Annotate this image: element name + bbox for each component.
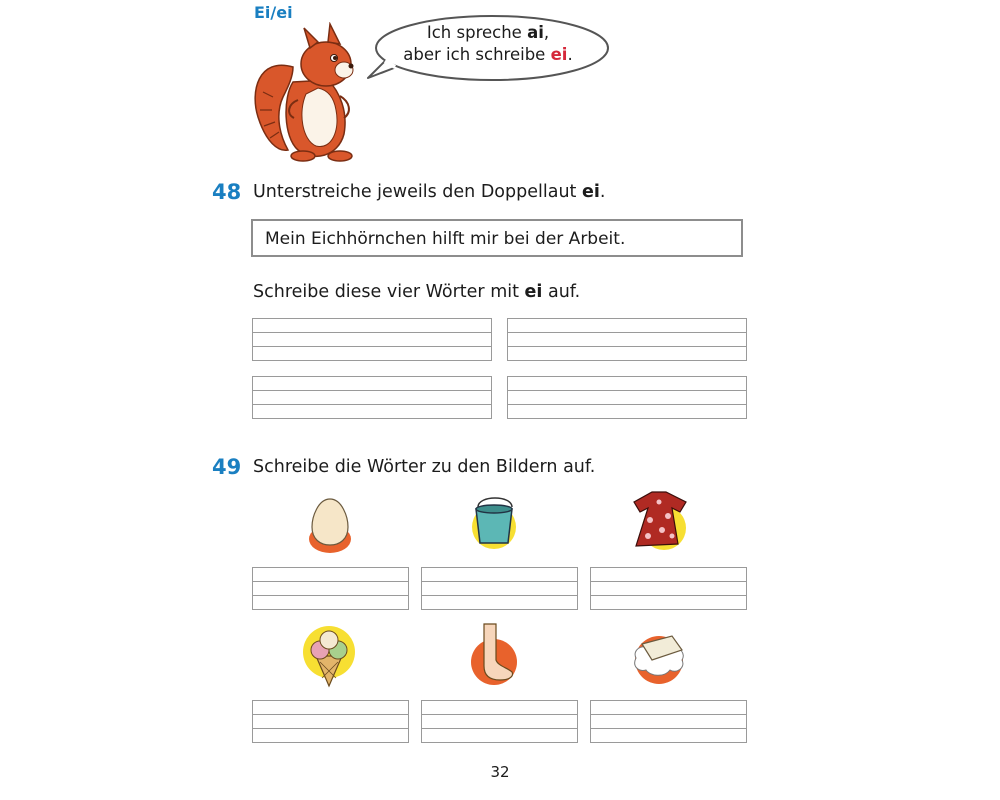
topic-title: Ei/ei bbox=[254, 3, 293, 22]
page-number: 32 bbox=[490, 763, 510, 781]
soap-picture bbox=[626, 624, 692, 686]
writing-lines[interactable] bbox=[507, 318, 747, 361]
writing-lines[interactable] bbox=[252, 376, 492, 419]
task-49-instruction: Schreibe die Wörter zu den Bildern auf. bbox=[253, 457, 596, 477]
task-48-instruction: Unterstreiche jeweils den Doppellaut ei. bbox=[253, 182, 606, 202]
bucket-picture bbox=[464, 493, 526, 555]
writing-lines[interactable] bbox=[252, 700, 409, 743]
task-number-49: 49 bbox=[212, 455, 242, 479]
foot-picture bbox=[464, 622, 524, 688]
writing-lines[interactable] bbox=[590, 700, 747, 743]
writing-lines[interactable] bbox=[252, 567, 409, 610]
ice-cream-picture bbox=[298, 622, 360, 688]
task-number-48: 48 bbox=[212, 180, 242, 204]
speech-bubble-text: Ich spreche ai, aber ich schreibe ei. bbox=[403, 23, 573, 64]
dress-picture bbox=[626, 486, 694, 556]
egg-picture bbox=[300, 493, 360, 555]
writing-lines[interactable] bbox=[507, 376, 747, 419]
writing-lines[interactable] bbox=[421, 567, 578, 610]
squirrel-illustration bbox=[248, 22, 363, 167]
sentence-text: Mein Eichhörnchen hilft mir bei der Arbeit. bbox=[265, 229, 626, 249]
writing-lines[interactable] bbox=[590, 567, 747, 610]
task-48-subinstruction: Schreibe diese vier Wörter mit ei auf. bbox=[253, 282, 581, 302]
writing-lines[interactable] bbox=[421, 700, 578, 743]
writing-lines[interactable] bbox=[252, 318, 492, 361]
